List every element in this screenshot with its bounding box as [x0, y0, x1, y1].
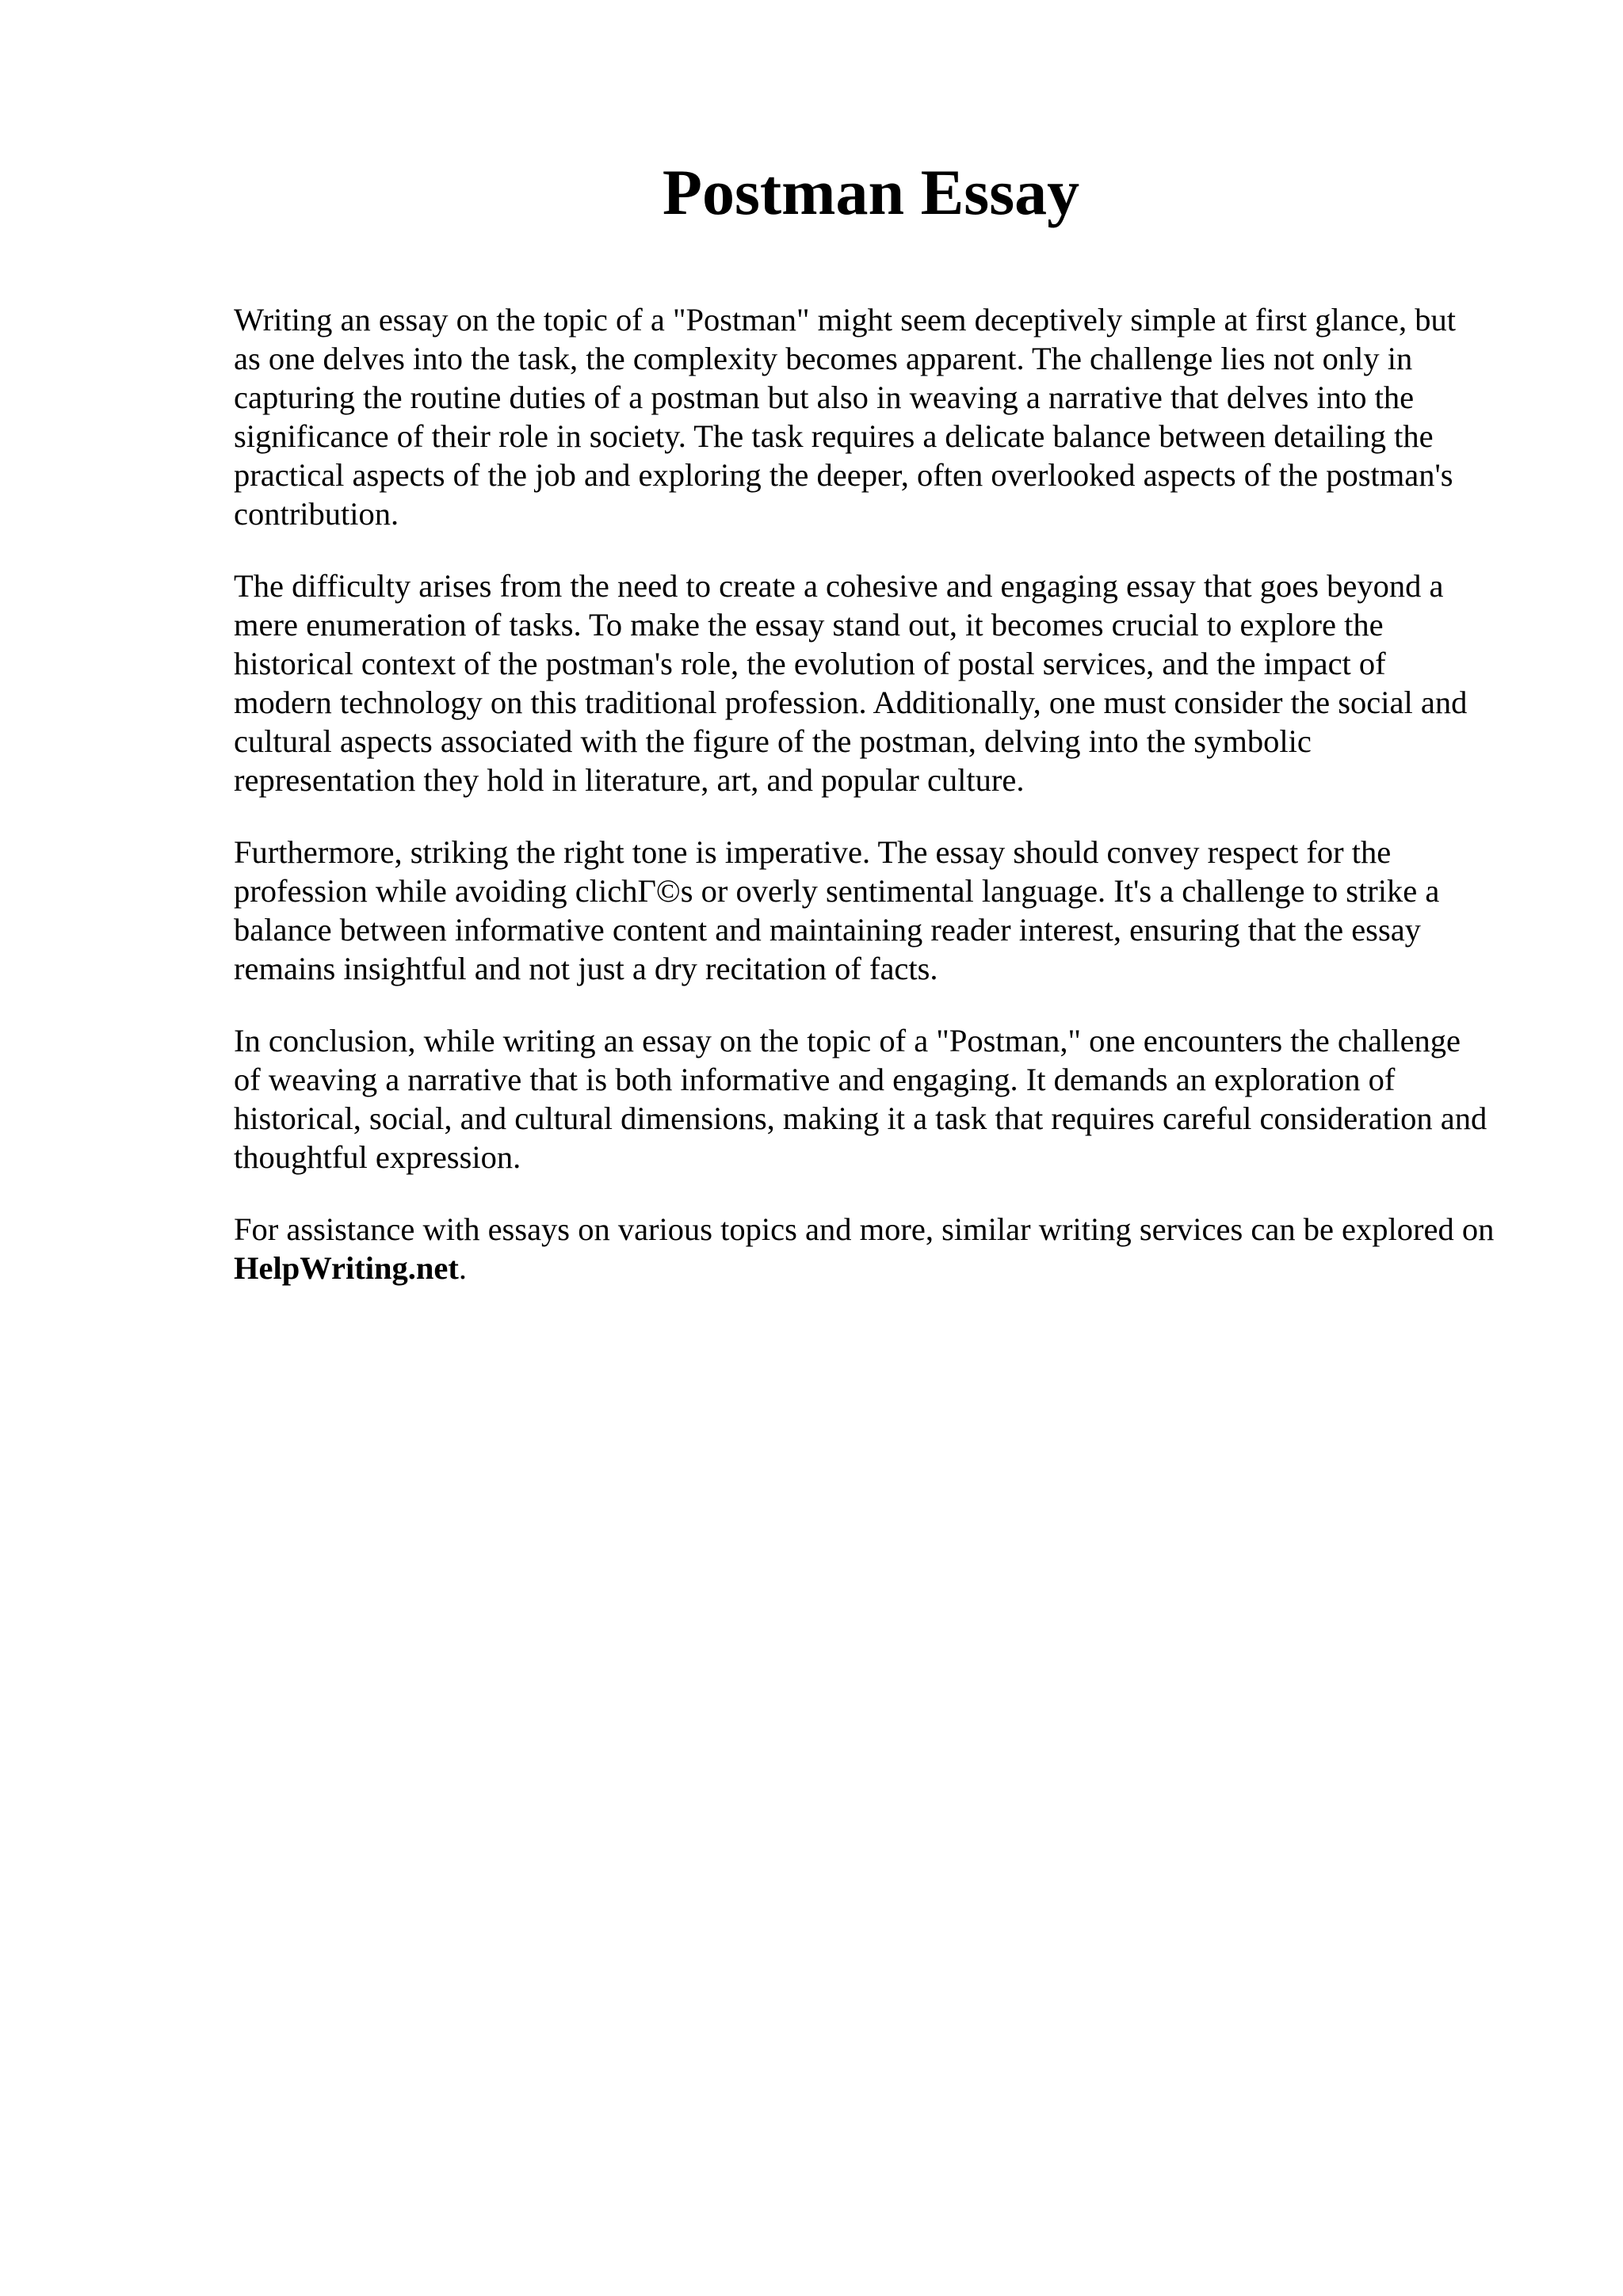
paragraph-1 [234, 300, 1533, 533]
paragraph-line: historical context of the postman's role, the evolution of postal services, and the impact of [234, 646, 1386, 681]
paragraph-line: Furthermore, striking the right tone is imperative. The essay should convey respect for the [234, 834, 1392, 870]
paragraph-line: balance between informative content and maintaining reader interest, ensuring that the essay [234, 912, 1421, 948]
paragraph-line: as one delves into the task, the complexity becomes apparent. The challenge lies not only in [234, 341, 1413, 376]
paragraph-line: Writing an essay on the topic of a "Postman" might seem deceptively simple at first glance, but [234, 302, 1456, 338]
document-body [234, 300, 1533, 1321]
closing-paragraph [234, 1210, 1533, 1287]
closing-period: . [458, 1250, 468, 1286]
paragraph-line: contribution. [234, 496, 399, 532]
paragraph-line: capturing the routine duties of a postman but also in weaving a narrative that delves into the [234, 379, 1415, 415]
page-title: Postman Essay [662, 156, 1080, 228]
paragraph-line: remains insightful and not just a dry recitation of facts. [234, 951, 938, 986]
paragraph-line: historical, social, and cultural dimensions, making it a task that requires careful consideration and [234, 1100, 1487, 1136]
paragraph-line: mere enumeration of tasks. To make the essay stand out, it becomes crucial to explore the [234, 607, 1384, 643]
paragraph-line: In conclusion, while writing an essay on the topic of a "Postman," one encounters the challenge [234, 1023, 1461, 1058]
paragraph-3 [234, 833, 1533, 988]
paragraph-line: For assistance with essays on various topics and more, similar writing services can be explored on [234, 1211, 1495, 1247]
paragraph-4 [234, 1021, 1533, 1177]
paragraph-line: of weaving a narrative that is both informative and engaging. It demands an exploration of [234, 1062, 1396, 1097]
paragraph-line: The difficulty arises from the need to create a cohesive and engaging essay that goes beyond a [234, 568, 1444, 604]
paragraph-2 [234, 566, 1533, 799]
paragraph-line: significance of their role in society. The task requires a delicate balance between detailing the [234, 418, 1434, 454]
paragraph-line: modern technology on this traditional profession. Additionally, one must consider the social and [234, 685, 1468, 720]
helpwriting-link[interactable]: HelpWriting.net [234, 1250, 459, 1286]
paragraph-line: cultural aspects associated with the figure of the postman, delving into the symbolic [234, 723, 1312, 759]
paragraph-line: thoughtful expression. [234, 1139, 521, 1175]
paragraph-line: representation they hold in literature, art, and popular culture. [234, 762, 1025, 798]
paragraph-line: profession while avoiding clichГ©s or overly sentimental language. It's a challenge to strike a [234, 873, 1440, 909]
closing-link-line [234, 1249, 1533, 1287]
paragraph-line: practical aspects of the job and exploring the deeper, often overlooked aspects of the postman's [234, 457, 1453, 493]
